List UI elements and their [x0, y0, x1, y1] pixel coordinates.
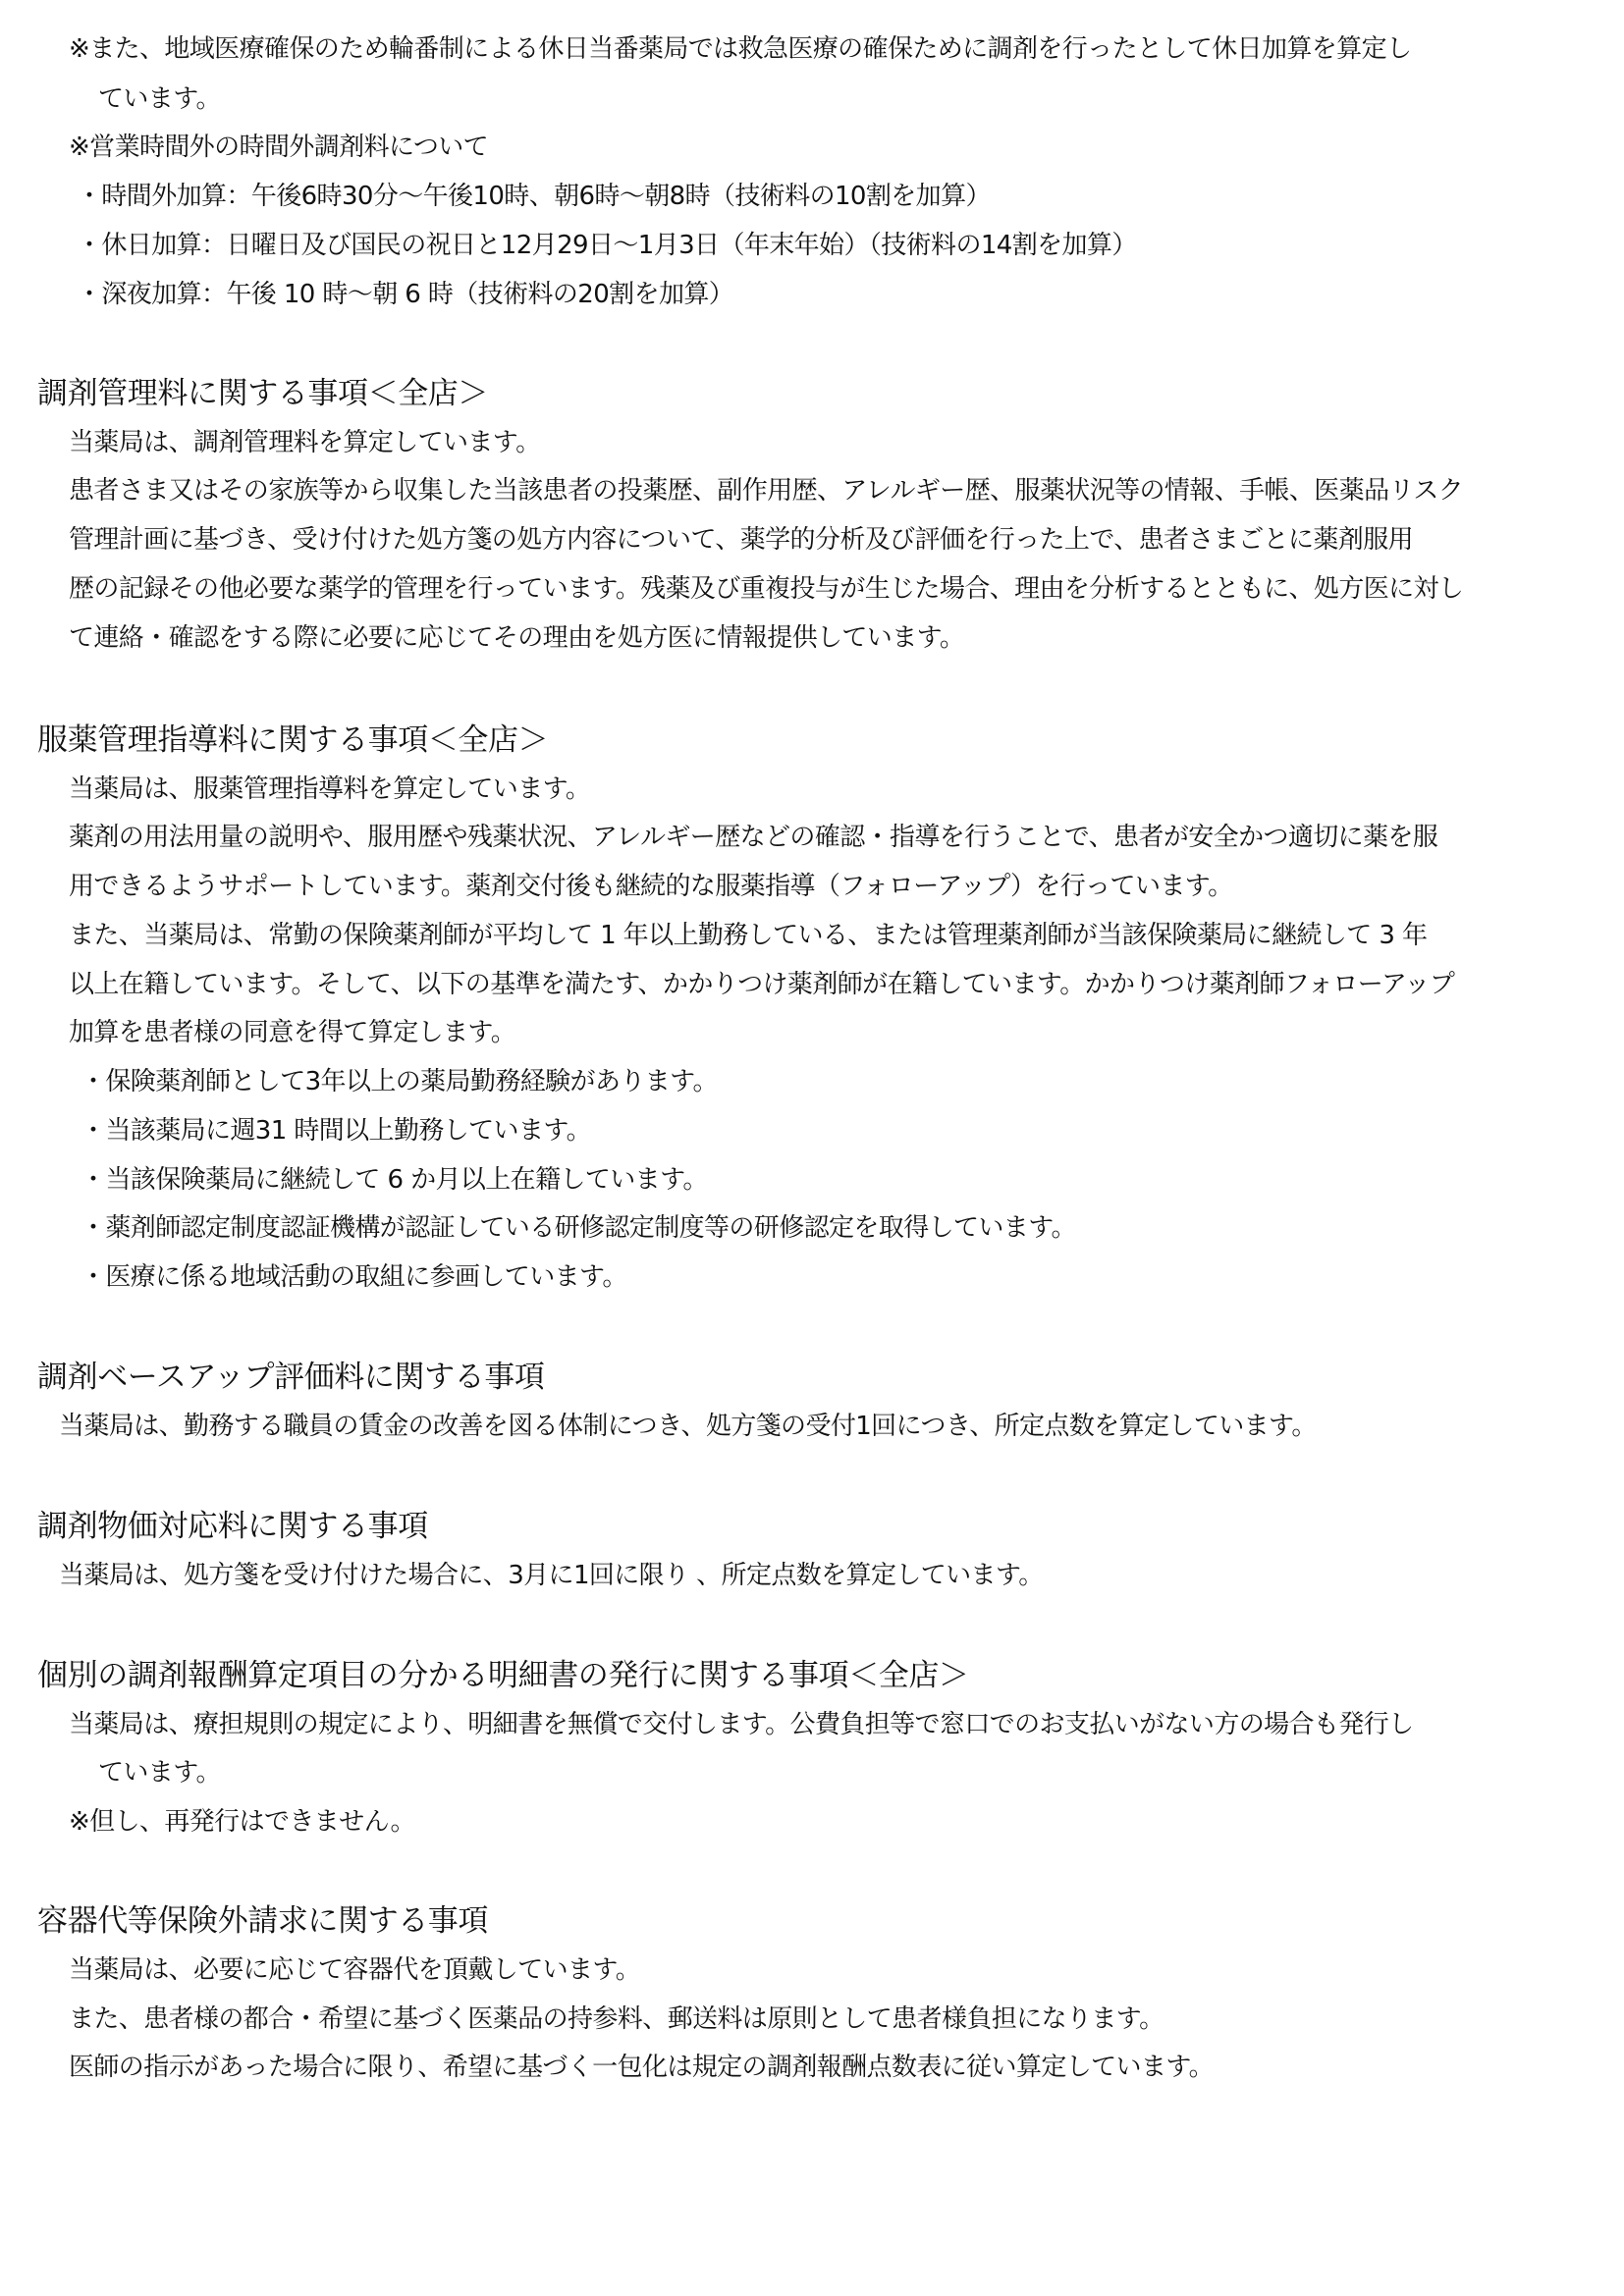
paragraph-line: 用できるようサポートしています。薬剤交付後も継続的な服薬指導（フォローアップ）を行っています。 — [69, 872, 1233, 901]
paragraph-line: 当薬局は、必要に応じて容器代を頂戴しています。 — [69, 1955, 641, 1985]
list-item: ・当該保険薬局に継続して 6 か月以上在籍しています。 — [81, 1165, 708, 1195]
paragraph-line: 以上在籍しています。そして、以下の基準を満たす、かかりつけ薬剤師が在籍しています。かかりつけ薬剤師フォローアップ — [69, 970, 1455, 999]
paragraph-line: 薬剤の用法用量の説明や、服用歴や残薬状況、アレルギー歴などの確認・指導を行うことで、患者が安全かつ適切に薬を服 — [69, 823, 1438, 852]
paragraph-line: 患者さま又はその家族等から収集した当該患者の投薬歴、副作用歴、アレルギー歴、服薬状況等の情報、手帳、医薬品リスク — [69, 476, 1464, 506]
section-heading: 服薬管理指導料に関する事項＜全店＞ — [37, 722, 549, 758]
paragraph-line: て連絡・確認をする際に必要に応じてその理由を処方医に情報提供しています。 — [69, 623, 965, 653]
list-item: ・当該薬局に週31 時間以上勤務しています。 — [81, 1116, 592, 1146]
paragraph-line: ています。 — [98, 1758, 221, 1788]
paragraph-line: 当薬局は、服薬管理指導料を算定しています。 — [69, 774, 591, 804]
paragraph-line: ※但し、再発行はできません。 — [69, 1807, 415, 1837]
paragraph-line: また、当薬局は、常勤の保険薬剤師が平均して 1 年以上勤務している、または管理薬剤師が当該保険薬局に継続して 3 年 — [69, 921, 1428, 950]
holiday-note-line-2: ています。 — [98, 84, 221, 114]
paragraph-line: 当薬局は、調剤管理料を算定しています。 — [69, 428, 541, 457]
paragraph-line: 歴の記録その他必要な薬学的管理を行っています。残薬及び重複投与が生じた場合、理由を分析するとともに、処方医に対し — [69, 574, 1464, 604]
section-heading: 調剤ベースアップ評価料に関する事項 — [37, 1360, 545, 1395]
after-hours-note: ※営業時間外の時間外調剤料について — [69, 133, 489, 162]
list-item: ・深夜加算：午後 10 時～朝 6 時（技術料の20割を加算） — [77, 280, 734, 309]
paragraph-line: 管理計画に基づき、受け付けた処方箋の処方内容について、薬学的分析及び評価を行った上で、患者さまごとに薬剤服用 — [69, 525, 1414, 555]
paragraph-line: 当薬局は、処方箋を受け付けた場合に、3月に1回に限り 、所定点数を算定しています。 — [59, 1561, 1044, 1590]
list-item: ・時間外加算：午後6時30分～午後10時、朝6時～朝8時（技術料の10割を加算） — [77, 182, 991, 211]
list-item: ・休日加算：日曜日及び国民の祝日と12月29日～1月3日（年末年始）（技術料の14割を加算） — [77, 231, 1137, 260]
paragraph-line: また、患者様の都合・希望に基づく医薬品の持参料、郵送料は原則として患者様負担になります。 — [69, 2004, 1164, 2034]
section-heading: 調剤物価対応料に関する事項 — [37, 1509, 428, 1544]
list-item: ・保険薬剤師として3年以上の薬局勤務経験があります。 — [81, 1067, 718, 1096]
section-heading: 個別の調剤報酬算定項目の分かる明細書の発行に関する事項＜全店＞ — [37, 1658, 969, 1693]
paragraph-line: 医師の指示があった場合に限り、希望に基づく一包化は規定の調剤報酬点数表に従い算定しています。 — [69, 2053, 1215, 2082]
section-heading: 調剤管理料に関する事項＜全店＞ — [37, 376, 488, 411]
paragraph-line: 当薬局は、療担規則の規定により、明細書を無償で交付します。公費負担等で窓口でのお支払いがない方の場合も発行し — [69, 1710, 1414, 1739]
paragraph-line: 加算を患者様の同意を得て算定します。 — [69, 1018, 516, 1047]
list-item: ・薬剤師認定制度認証機構が認証している研修認定制度等の研修認定を取得しています。 — [81, 1213, 1076, 1243]
section-heading: 容器代等保険外請求に関する事項 — [37, 1903, 488, 1939]
paragraph-line: 当薬局は、勤務する職員の賃金の改善を図る体制につき、処方箋の受付1回につき、所定点数を算定しています。 — [59, 1412, 1317, 1441]
list-item: ・医療に係る地域活動の取組に参画しています。 — [81, 1262, 627, 1292]
holiday-note-line-1: ※また、地域医療確保のため輪番制による休日当番薬局では救急医療の確保ために調剤を行ったとして休日加算を算定し — [69, 34, 1412, 64]
